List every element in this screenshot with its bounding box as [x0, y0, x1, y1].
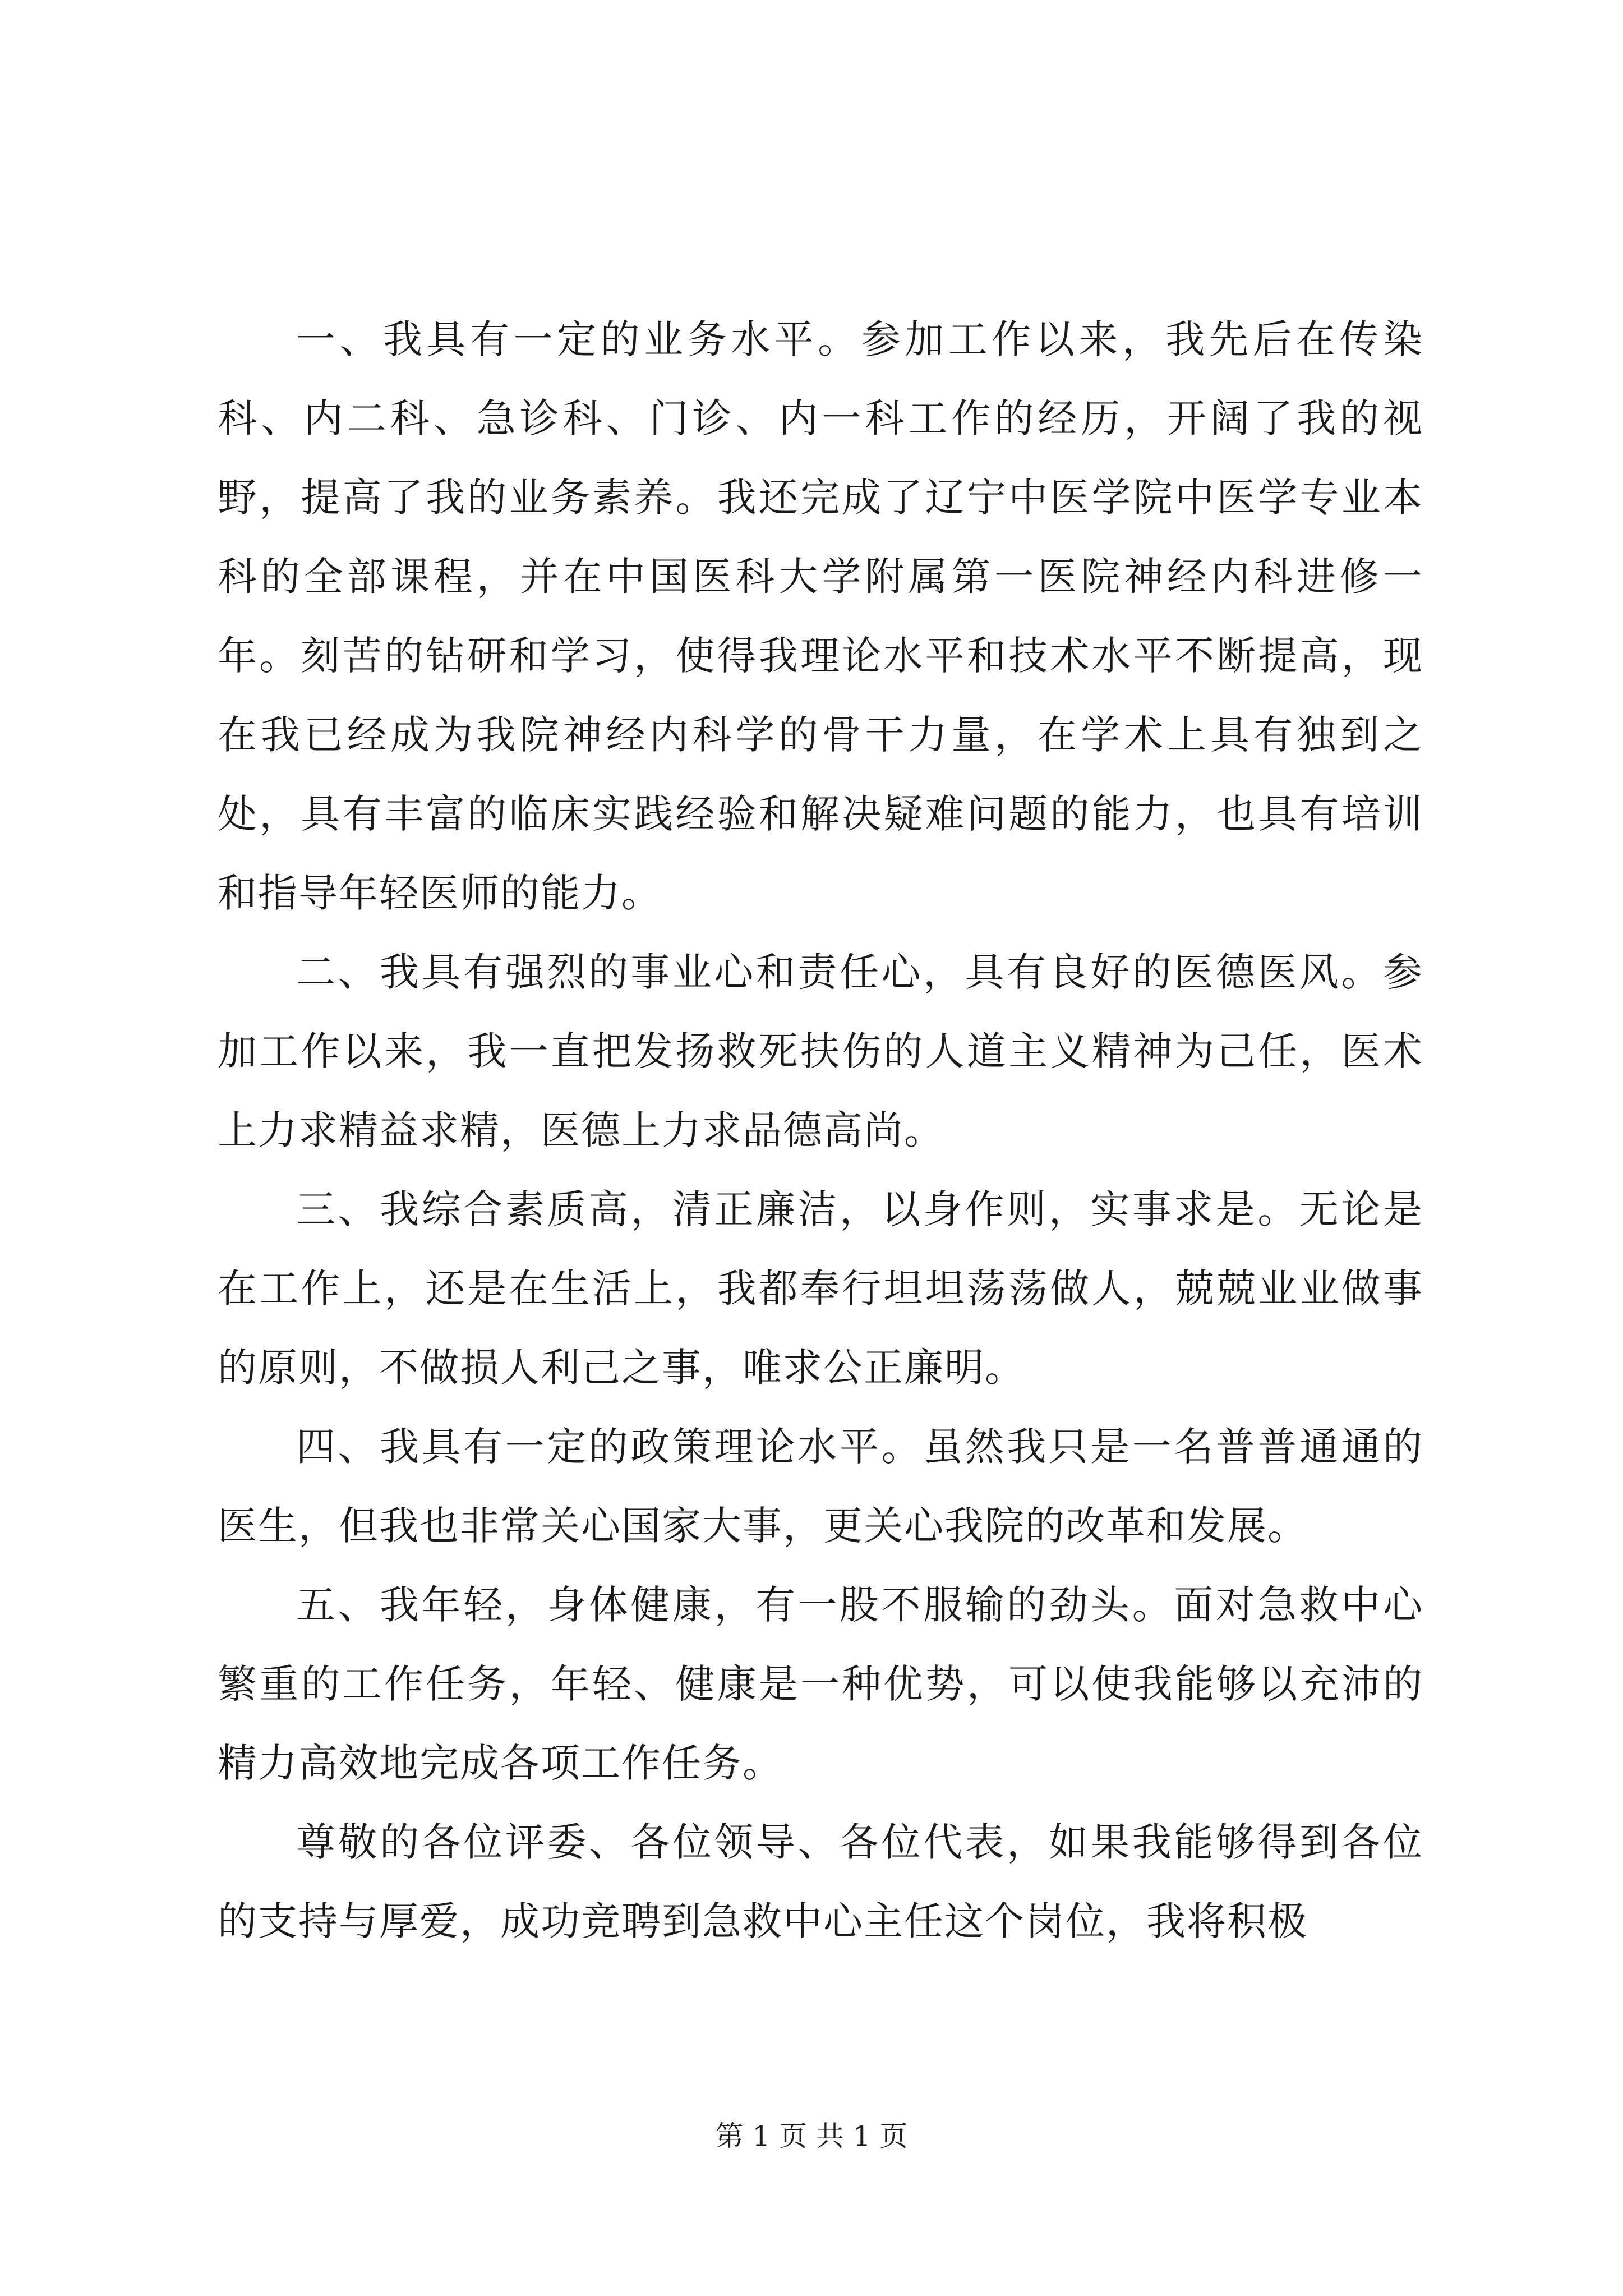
paragraph-5: 五、我年轻，身体健康，有一股不服输的劲头。面对急救中心繁重的工作任务，年轻、健康是一种优势，可以使我能够以充沛的精力高效地完成各项工作任务。 [218, 1582, 1423, 1786]
page-footer: 第 1 页 共 1 页 [715, 2120, 908, 2152]
paragraph-1: 一、我具有一定的业务水平。参加工作以来，我先后在传染科、内二科、急诊科、门诊、内一科工作的经历，开阔了我的视野，提高了我的业务素养。我还完成了辽宁中医学院中医学专业本科的全部课程，并在中国医科大学附属第一医院神经内科进修一年。刻苦的钻研和学习，使得我理论水平和技术水平不断提高，现在我已经成为我院神经内科学的骨干力量，在学术上具有独到之处，具有丰富的临床实践经验和解决疑难问题的能力，也具有培训和指导年轻医师的能力。 [218, 316, 1423, 916]
paragraph-4: 四、我具有一定的政策理论水平。虽然我只是一名普普通通的医生，但我也非常关心国家大事，更关心我院的改革和发展。 [218, 1424, 1423, 1549]
document-body [218, 300, 1423, 1961]
paragraph-6: 尊敬的各位评委、各位领导、各位代表，如果我能够得到各位的支持与厚爱，成功竞聘到急救中心主任这个岗位，我将积极 [218, 1819, 1423, 1944]
paragraph-2: 二、我具有强烈的事业心和责任心，具有良好的医德医风。参加工作以来，我一直把发扬救死扶伤的人道主义精神为己任，医术上力求精益求精，医德上力求品德高尚。 [218, 949, 1423, 1153]
paragraph-3: 三、我综合素质高，清正廉洁，以身作则，实事求是。无论是在工作上，还是在生活上，我都奉行坦坦荡荡做人，兢兢业业做事的原则，不做损人利己之事，唯求公正廉明。 [218, 1186, 1423, 1391]
